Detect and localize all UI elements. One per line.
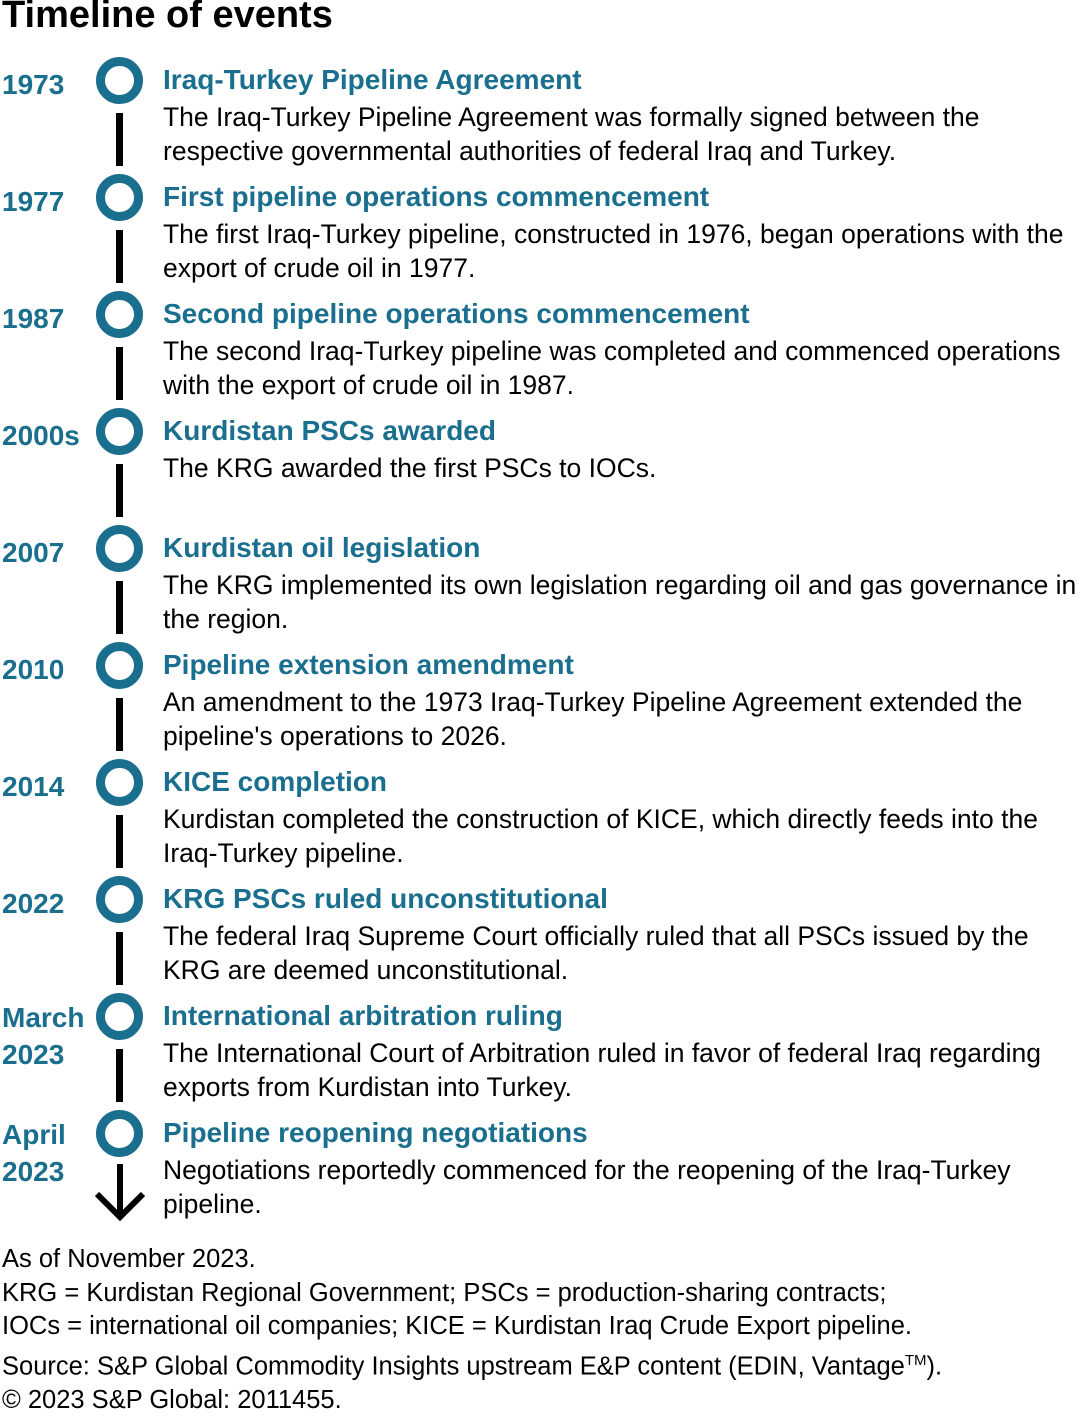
timeline-marker-icon: [96, 525, 143, 572]
event-date-line: 2023: [2, 1153, 92, 1190]
event-description: An amendment to the 1973 Iraq-Turkey Pipeline Agreement extended the pipeline's operations to 2026.: [163, 685, 1078, 753]
event-heading: Second pipeline operations commencement: [163, 298, 750, 330]
event-date-line: April: [2, 1116, 92, 1153]
timeline-marker-icon: [96, 876, 143, 923]
event-date-line: 2007: [2, 534, 92, 571]
abbreviations-line-2: IOCs = international oil companies; KICE = Kurdistan Iraq Crude Export pipeline.: [2, 1310, 1078, 1344]
arrow-down-icon: [92, 1162, 148, 1222]
timeline-marker-icon: [96, 57, 143, 104]
timeline-marker-icon: [96, 993, 143, 1040]
event-description: The second Iraq-Turkey pipeline was completed and commenced operations with the export of crude oil in 1987.: [163, 334, 1078, 402]
event-date: [2, 417, 92, 454]
abbreviations-line-1: KRG = Kurdistan Regional Government; PSCs = production-sharing contracts;: [2, 1277, 1078, 1311]
event-date-line: 2000s: [2, 417, 92, 454]
timeline-connector: [116, 464, 123, 517]
event-date: [2, 534, 92, 571]
event-date-line: 2022: [2, 885, 92, 922]
event-description: The KRG implemented its own legislation regarding oil and gas governance in the region.: [163, 568, 1078, 636]
event-heading: KRG PSCs ruled unconstitutional: [163, 883, 608, 915]
event-description: The federal Iraq Supreme Court officially ruled that all PSCs issued by the KRG are deemed unconstitutional.: [163, 919, 1078, 987]
event-heading: Iraq-Turkey Pipeline Agreement: [163, 64, 582, 96]
timeline-connector: [116, 932, 123, 985]
event-date: [2, 300, 92, 337]
event-heading: KICE completion: [163, 766, 387, 798]
event-date: [2, 768, 92, 805]
event-description: The International Court of Arbitration ruled in favor of federal Iraq regarding exports from Kurdistan into Turkey.: [163, 1036, 1078, 1104]
timeline-marker-icon: [96, 1110, 143, 1157]
event-date-line: March: [2, 999, 92, 1036]
event-date-line: 2014: [2, 768, 92, 805]
event-date: [2, 183, 92, 220]
event-heading: International arbitration ruling: [163, 1000, 563, 1032]
timeline-connector: [116, 698, 123, 751]
event-heading: Kurdistan PSCs awarded: [163, 415, 496, 447]
event-date-line: 1977: [2, 183, 92, 220]
timeline-marker-icon: [96, 408, 143, 455]
event-description: Kurdistan completed the construction of KICE, which directly feeds into the Iraq-Turkey pipeline.: [163, 802, 1078, 870]
event-heading: Pipeline extension amendment: [163, 649, 574, 681]
timeline-marker-icon: [96, 174, 143, 221]
timeline-connector: [116, 815, 123, 868]
timeline-marker-icon: [96, 759, 143, 806]
source-end: ).: [927, 1352, 943, 1380]
timeline-connector: [116, 230, 123, 283]
event-date: [2, 1116, 92, 1190]
event-date-line: 2010: [2, 651, 92, 688]
timeline-connector: [116, 347, 123, 400]
source-text: Source: S&P Global Commodity Insights upstream E&P content (EDIN, Vantage: [2, 1352, 905, 1380]
as-of-note: As of November 2023.: [2, 1243, 1078, 1277]
timeline-connector: [116, 581, 123, 634]
event-heading: Kurdistan oil legislation: [163, 532, 480, 564]
event-description: The first Iraq-Turkey pipeline, constructed in 1976, began operations with the export of crude oil in 1977.: [163, 217, 1078, 285]
trademark-mark: TM: [905, 1352, 927, 1369]
footnotes: [2, 1243, 1078, 1417]
event-heading: Pipeline reopening negotiations: [163, 1117, 588, 1149]
timeline-connector: [116, 113, 123, 166]
timeline-title: Timeline of events: [2, 0, 333, 37]
timeline-marker-icon: [96, 291, 143, 338]
timeline-marker-icon: [96, 642, 143, 689]
event-date: [2, 651, 92, 688]
source-note: [2, 1344, 1078, 1384]
copyright: © 2023 S&P Global: 2011455.: [2, 1384, 1078, 1417]
event-description: The Iraq-Turkey Pipeline Agreement was formally signed between the respective governmental authorities of federal Iraq and Turkey.: [163, 100, 1078, 168]
event-heading: First pipeline operations commencement: [163, 181, 709, 213]
event-description: Negotiations reportedly commenced for the reopening of the Iraq-Turkey pipeline.: [163, 1153, 1078, 1221]
event-date: [2, 66, 92, 103]
event-date-line: 1973: [2, 66, 92, 103]
event-date: [2, 999, 92, 1073]
event-date-line: 2023: [2, 1036, 92, 1073]
event-date-line: 1987: [2, 300, 92, 337]
event-date: [2, 885, 92, 922]
timeline-connector: [116, 1049, 123, 1102]
event-description: The KRG awarded the first PSCs to IOCs.: [163, 451, 1078, 485]
